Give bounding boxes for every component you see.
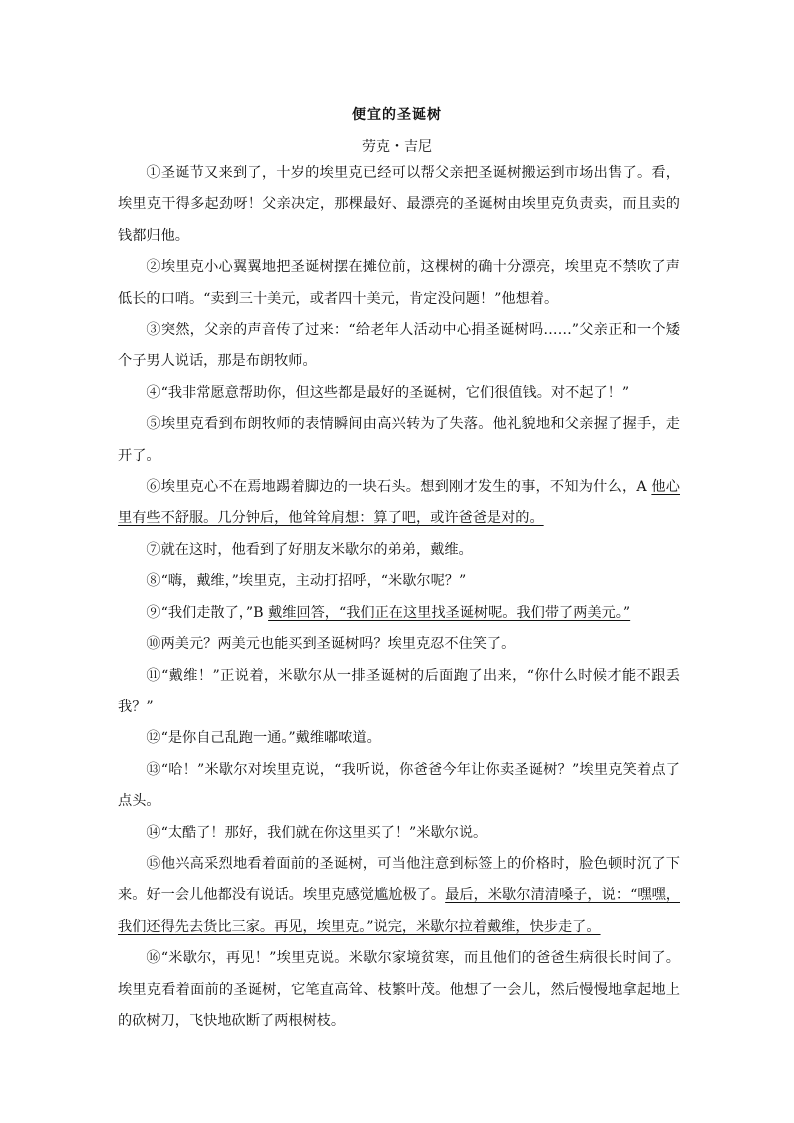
underlined-sentence-15: 最后，米歇尔清清嗓子，说：“嘿嘿，我们还得先去货比三家。再见，埃里克。”说完，米歇尔拉着戴维，快步走了。: [118, 887, 680, 935]
paragraph-9: [118, 598, 680, 629]
article-title: 便宜的圣诞树: [352, 107, 442, 123]
paragraph-9-text: ⑨“我们走散了，”B: [146, 604, 269, 621]
paragraph-6-text: ⑥埃里克心不在焉地踢着脚边的一块石头。想到刚才发生的事，不知为什么，A: [146, 479, 652, 496]
article-author: 劳克・吉尼: [362, 139, 432, 155]
paragraph-16: ⑯“米歇尔，再见！”埃里克说。米歇尔家境贫寒，而且他们的爸爸生病很长时间了。埃里克看着面前的圣诞树，它笔直高耸、枝繁叶茂。他想了一会儿，然后慢慢地拿起地上的砍树刀，飞快地砍断了两根树枝。: [118, 950, 680, 1029]
article-body: [118, 158, 680, 1037]
paragraph-8: ⑧“嗨，戴维，”埃里克，主动打招呼，“米歇尔呢？”: [146, 573, 467, 590]
paragraph-15-text: ⑮他兴高采烈地看着面前的圣诞树，可当他注意到标签上的价格时，脸色顿时沉了下来。好一会儿他都没有说话。埃里克感觉尴尬极了。: [118, 855, 680, 904]
paragraph-1: ①圣诞节又来到了，十岁的埃里克已经可以帮父亲把圣诞树搬运到市场出售了。看，埃里克干得多起劲呀！父亲决定，那棵最好、最漂亮的圣诞树由埃里克负责卖，而且卖的钱都归他。: [118, 165, 680, 244]
paragraph-2: ②埃里克小心翼翼地把圣诞树摆在摊位前，这棵树的确十分漂亮，埃里克不禁吹了声低长的口哨。“卖到三十美元，或者四十美元，肯定没问题！”他想着。: [118, 259, 680, 307]
paragraph-12: ⑫“是你自己乱跑一通。”戴维嘟哝道。: [146, 730, 381, 747]
paragraph-3: ③突然，父亲的声音传了过来：“给老年人活动中心捐圣诞树吗……”父亲正和一个矮个子男人说话，那是布朗牧师。: [118, 322, 680, 370]
paragraph-10: ⑩两美元？两美元也能买到圣诞树吗？埃里克忍不住笑了。: [146, 636, 516, 653]
underlined-sentence-b: 戴维回答，“我们正在这里找圣诞树呢。我们带了两美元。”: [268, 604, 631, 621]
paragraph-7: ⑦就在这时，他看到了好朋友米歇尔的弟弟，戴维。: [146, 541, 473, 558]
paragraph-15: [118, 849, 680, 943]
paragraph-14: ⑭“太酷了！那好，我们就在你这里买了！”米歇尔说。: [146, 824, 488, 841]
paragraph-6: [118, 472, 680, 535]
paragraph-13: ⑬“哈！”米歇尔对埃里克说，“我听说，你爸爸今年让你卖圣诞树？”埃里克笑着点了点头。: [118, 761, 680, 810]
paragraph-4: ④“我非常愿意帮助你，但这些都是最好的圣诞树，它们很值钱。对不起了！”: [146, 384, 630, 401]
underlined-sentence-a: 他心里有些不舒服。几分钟后，他耸耸肩想：算了吧，或许爸爸是对的。: [118, 479, 680, 527]
paragraph-11: ⑪“戴维！”正说着，米歇尔从一排圣诞树的后面跑了出来，“你什么时候才能不跟丢我？”: [118, 667, 680, 715]
paragraph-5: ⑤埃里克看到布朗牧师的表情瞬间由高兴转为了失落。他礼貌地和父亲握了握手，走开了。: [118, 416, 680, 464]
